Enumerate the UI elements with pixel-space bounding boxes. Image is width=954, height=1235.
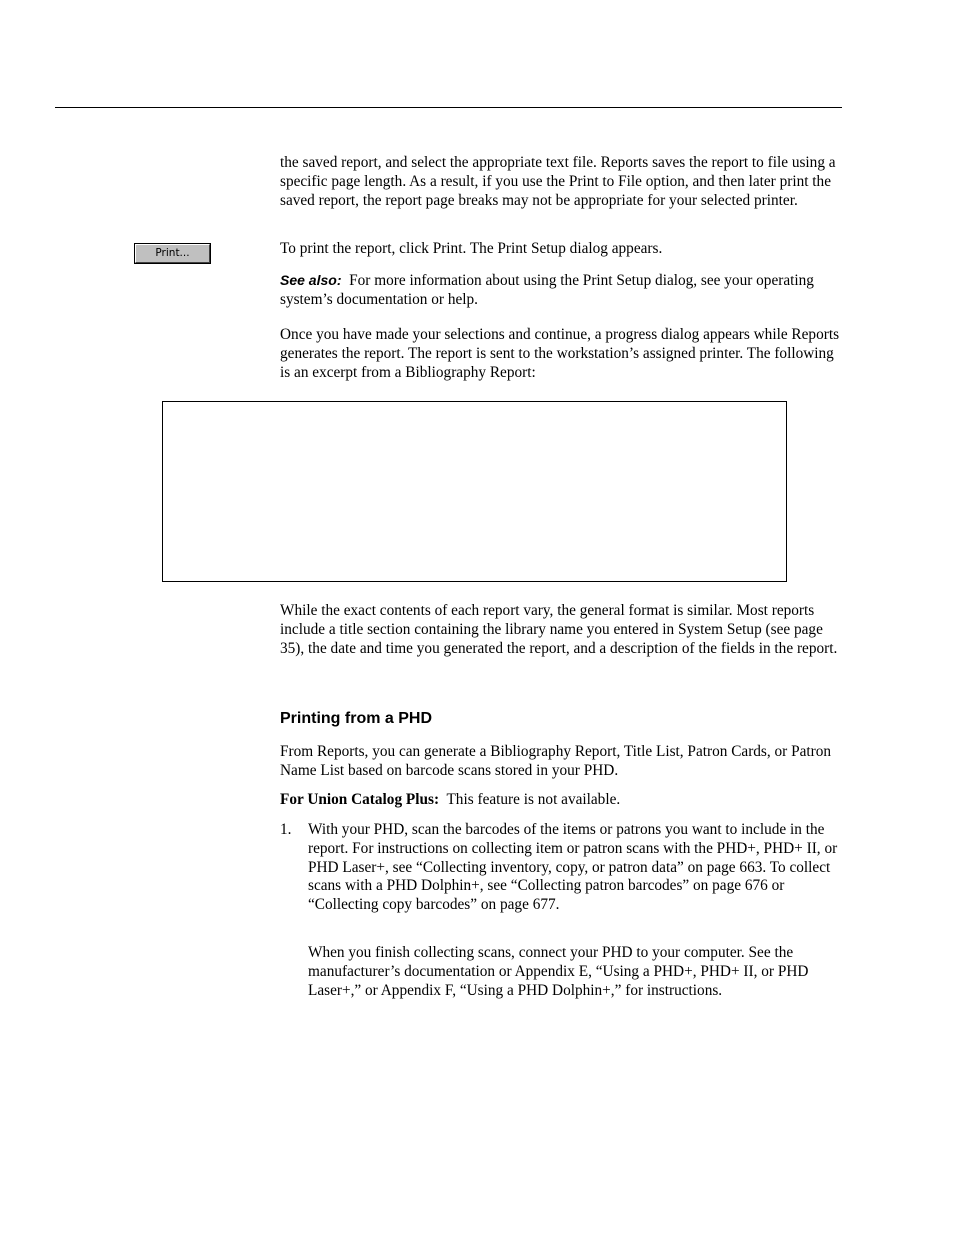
see-also-label: See also: xyxy=(280,272,342,288)
see-also-note xyxy=(280,271,842,310)
print-button[interactable]: Print... xyxy=(135,244,210,263)
print-instruction: To print the report, click Print. The Print Setup dialog appears. xyxy=(280,240,663,257)
union-catalog-note xyxy=(280,791,842,810)
intro-paragraph: the saved report, and select the appropriate text file. Reports saves the report to file using a specific page length. As a result, if you use the Print to File option, and then later print the saved report, the report page breaks may not be appropriate for your selected printer. xyxy=(280,154,836,209)
report-excerpt-frame xyxy=(162,401,787,582)
header-rule xyxy=(55,107,842,108)
section-heading: Printing from a PHD xyxy=(280,710,433,727)
union-catalog-text: This feature is not available. xyxy=(446,791,621,808)
step-number: 1. xyxy=(280,821,292,838)
see-also-text: For more information about using the Print Setup dialog, see your operating system’s documentation or help. xyxy=(280,272,814,308)
step-text: With your PHD, scan the barcodes of the items or patrons you want to include in the report. For instructions on collecting item or patron scans with the PHD+, PHD+ II, or PHD Laser+, see “Collecting inventory, copy, or patron data” on page 663. To collect scans with a PHD Dolphin+, see “Collecting patron barcodes” on page 676 or “Collecting copy barcodes” on page 677. xyxy=(308,821,838,914)
progress-paragraph: Once you have made your selections and continue, a progress dialog appears while Reports generates the report. The report is sent to the workstation’s assigned printer. The following is an excerpt from a Bibliography Report: xyxy=(280,326,840,381)
phd-paragraph: From Reports, you can generate a Bibliography Report, Title List, Patron Cards, or Patron Name List based on barcode scans stored in your PHD. xyxy=(280,743,832,779)
format-paragraph: While the exact contents of each report vary, the general format is similar. Most reports include a title section containing the library name you entered in System Setup (see page 35), the date and time you generated the report, and a description of the fields in the report. xyxy=(280,602,838,657)
union-catalog-label: For Union Catalog Plus: xyxy=(280,791,440,808)
step-followup: When you finish collecting scans, connect your PHD to your computer. See the manufacturer’s documentation or Appendix E, “Using a PHD+, PHD+ II, or PHD Laser+,” or Appendix F, “Using a PHD Dolphin+,” for instructions. xyxy=(308,944,809,999)
